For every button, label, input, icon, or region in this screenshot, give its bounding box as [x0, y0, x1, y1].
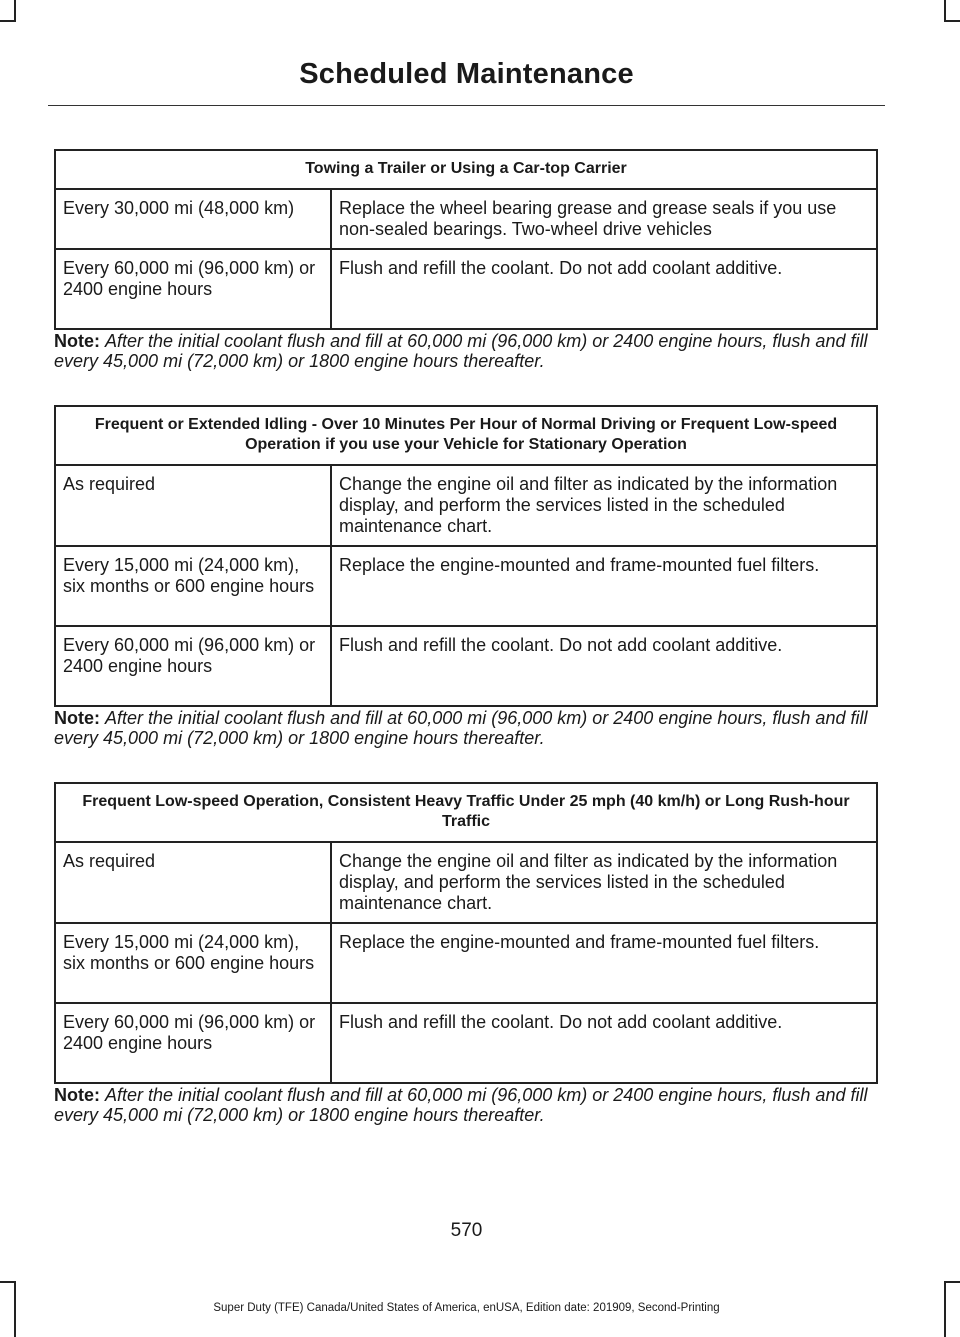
maintenance-table: [54, 149, 878, 330]
interval-cell: Every 60,000 mi (96,000 km) or 2400 engine hours: [55, 626, 331, 706]
maintenance-section-low-speed: [54, 782, 878, 1125]
interval-cell: Every 60,000 mi (96,000 km) or 2400 engine hours: [55, 249, 331, 329]
maintenance-section-towing: [54, 149, 878, 371]
action-cell: Flush and refill the coolant. Do not add coolant additive.: [331, 626, 877, 706]
table-row: [55, 546, 877, 626]
table-row: [55, 249, 877, 329]
maintenance-table: [54, 782, 878, 1084]
table-row: [55, 626, 877, 706]
note-text: After the initial coolant flush and fill at 60,000 mi (96,000 km) or 2400 engine hours, flush and fill every 45,000 mi (72,000 km) or 1800 engine hours thereafter.: [54, 708, 868, 748]
crop-mark: [0, 20, 16, 22]
interval-cell: As required: [55, 465, 331, 546]
action-cell: Replace the wheel bearing grease and grease seals if you use non-sealed bearings. Two-wheel drive vehicles: [331, 189, 877, 249]
interval-cell: Every 60,000 mi (96,000 km) or 2400 engine hours: [55, 1003, 331, 1083]
crop-mark: [14, 0, 16, 22]
maintenance-section-idling: [54, 405, 878, 748]
note: [54, 331, 878, 371]
table-header: Frequent Low-speed Operation, Consistent Heavy Traffic Under 25 mph (40 km/h) or Long Rush-hour Traffic: [55, 783, 877, 842]
page-number: 570: [450, 1220, 483, 1241]
interval-cell: Every 15,000 mi (24,000 km), six months or 600 engine hours: [55, 546, 331, 626]
crop-mark: [14, 1281, 16, 1337]
table-row: [55, 1003, 877, 1083]
crop-mark: [944, 1281, 946, 1337]
interval-cell: As required: [55, 842, 331, 923]
table-row: [55, 465, 877, 546]
note-label: Note:: [54, 1085, 100, 1105]
note-label: Note:: [54, 331, 100, 351]
note-text: After the initial coolant flush and fill at 60,000 mi (96,000 km) or 2400 engine hours, flush and fill every 45,000 mi (72,000 km) or 1800 engine hours thereafter.: [54, 1085, 868, 1125]
table-row: [55, 189, 877, 249]
action-cell: Change the engine oil and filter as indicated by the information display, and perform the services listed in the scheduled maintenance chart.: [331, 842, 877, 923]
note: [54, 1085, 878, 1125]
crop-mark: [944, 1281, 960, 1283]
action-cell: Replace the engine-mounted and frame-mounted fuel filters.: [331, 923, 877, 1003]
maintenance-table: [54, 405, 878, 707]
interval-cell: Every 30,000 mi (48,000 km): [55, 189, 331, 249]
interval-cell: Every 15,000 mi (24,000 km), six months or 600 engine hours: [55, 923, 331, 1003]
action-cell: Replace the engine-mounted and frame-mounted fuel filters.: [331, 546, 877, 626]
header-divider: [48, 105, 885, 106]
crop-mark: [944, 20, 960, 22]
table-row: [55, 923, 877, 1003]
crop-mark: [944, 0, 946, 22]
table-header: Towing a Trailer or Using a Car-top Carrier: [55, 150, 877, 189]
table-header: Frequent or Extended Idling - Over 10 Minutes Per Hour of Normal Driving or Frequent Low-speed Operation if you use your Vehicle for Stationary Operation: [55, 406, 877, 465]
crop-mark: [0, 1281, 16, 1283]
note: [54, 708, 878, 748]
table-row: [55, 842, 877, 923]
footer-edition-info: Super Duty (TFE) Canada/United States of America, enUSA, Edition date: 201909, Second-Printing: [213, 1302, 720, 1314]
action-cell: Flush and refill the coolant. Do not add coolant additive.: [331, 249, 877, 329]
action-cell: Flush and refill the coolant. Do not add coolant additive.: [331, 1003, 877, 1083]
note-label: Note:: [54, 708, 100, 728]
note-text: After the initial coolant flush and fill at 60,000 mi (96,000 km) or 2400 engine hours, flush and fill every 45,000 mi (72,000 km) or 1800 engine hours thereafter.: [54, 331, 868, 371]
action-cell: Change the engine oil and filter as indicated by the information display, and perform the services listed in the scheduled maintenance chart.: [331, 465, 877, 546]
page-title: Scheduled Maintenance: [299, 58, 634, 90]
